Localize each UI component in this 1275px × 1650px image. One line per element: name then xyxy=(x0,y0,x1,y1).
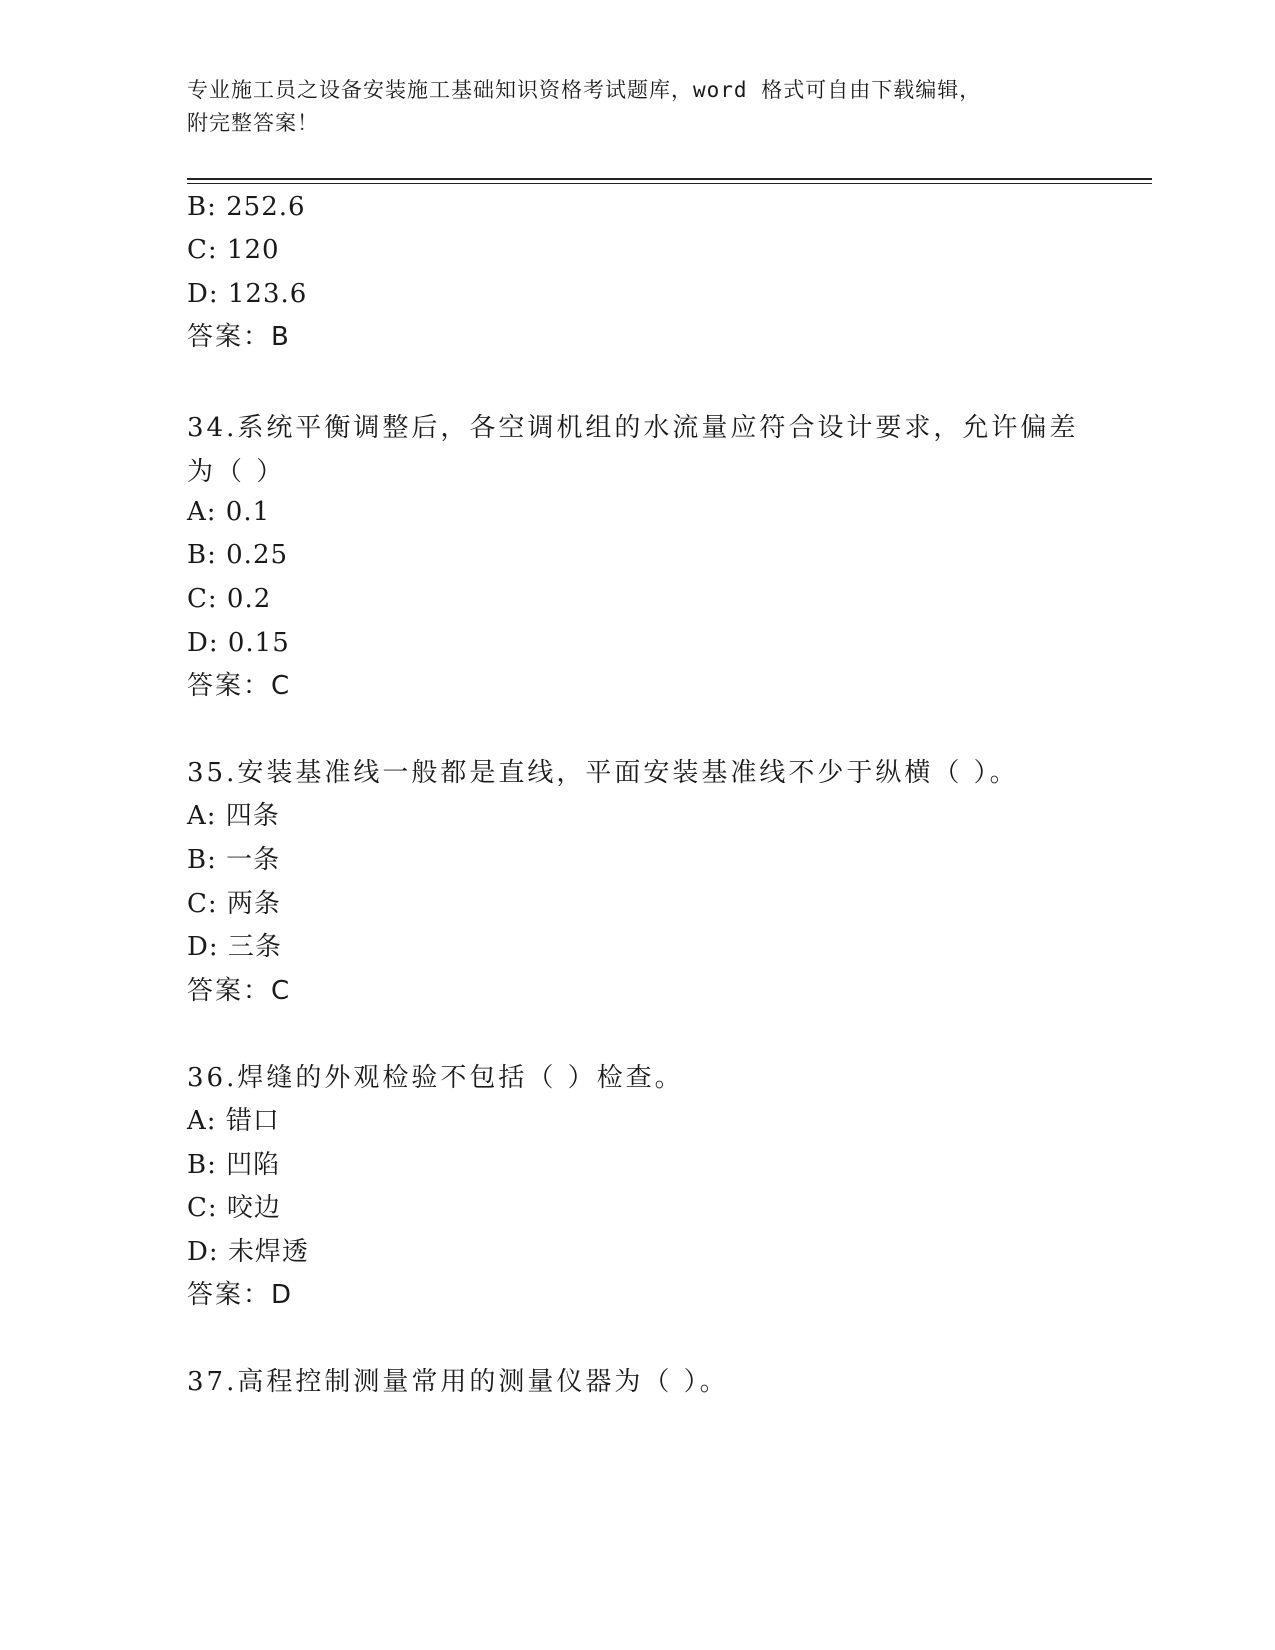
header-rule-thin xyxy=(187,183,1152,184)
q35-answer: 答案：C xyxy=(187,976,292,1006)
q36-option-a: A: 错口 xyxy=(187,1106,280,1136)
q36-option-b: B: 凹陷 xyxy=(187,1150,281,1180)
q34-option-c: C: 0.2 xyxy=(187,584,272,614)
q33-answer: 答案：B xyxy=(187,322,291,352)
q35-option-d: D: 三条 xyxy=(187,932,282,962)
q33-option-d: D: 123.6 xyxy=(187,279,308,309)
document-header xyxy=(187,74,1087,140)
q35-question: 35.安装基准线一般都是直线，平面安装基准线不少于纵横（ ）。 xyxy=(187,758,1019,788)
q34-answer: 答案：C xyxy=(187,671,292,701)
q33-option-b: B: 252.6 xyxy=(187,192,306,222)
header-line-2: 附完整答案！ xyxy=(187,111,319,135)
q36-option-c: C: 咬边 xyxy=(187,1193,281,1223)
header-line-1: 专业施工员之设备安装施工基础知识资格考试题库，word 格式可自由下载编辑， xyxy=(187,78,982,102)
q35-option-b: B: 一条 xyxy=(187,845,281,875)
q37-question: 37.高程控制测量常用的测量仪器为（ ）。 xyxy=(187,1367,729,1397)
q36-option-d: D: 未焊透 xyxy=(187,1237,309,1267)
header-rule-thick xyxy=(187,178,1152,180)
q34-question: 34.系统平衡调整后，各空调机组的水流量应符合设计要求，允许偏差为（ ） xyxy=(187,413,1079,487)
q36-question: 36.焊缝的外观检验不包括（ ）检查。 xyxy=(187,1063,684,1093)
q34-option-b: B: 0.25 xyxy=(187,540,289,570)
q35-option-a: A: 四条 xyxy=(187,801,280,831)
q35-option-c: C: 两条 xyxy=(187,889,281,919)
q36-answer: 答案：D xyxy=(187,1280,294,1310)
q34-option-d: D: 0.15 xyxy=(187,628,290,658)
q33-option-c: C: 120 xyxy=(187,235,280,265)
q34-option-a: A: 0.1 xyxy=(187,497,271,527)
